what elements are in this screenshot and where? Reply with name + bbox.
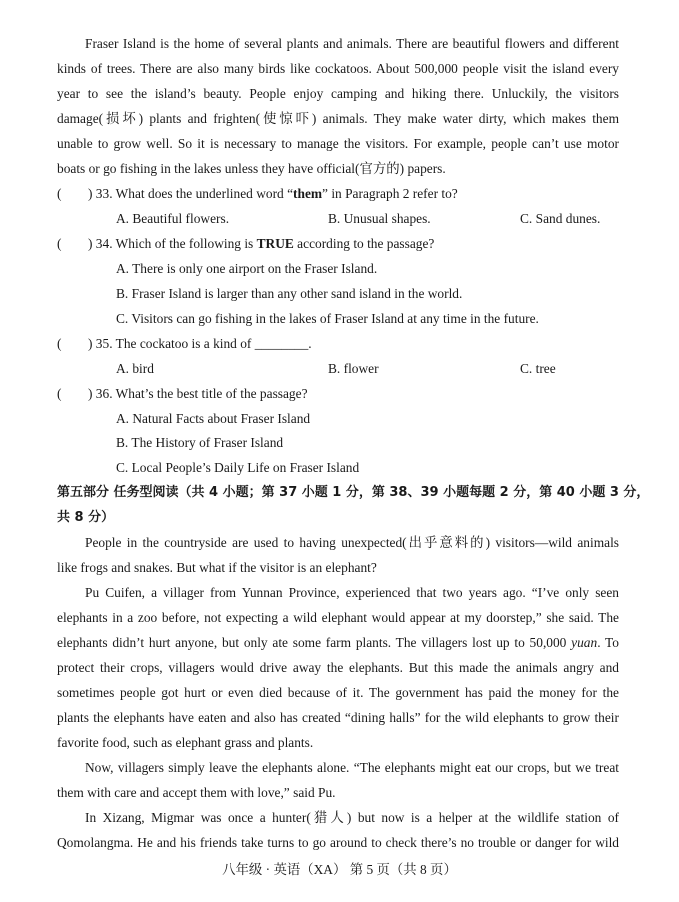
question-bold: TRUE [256,236,294,251]
passage2-line: them with care and accept them with love,” said Pu. [57,785,336,800]
question-bold: them [293,186,323,201]
passage1-line: Fraser Island is the home of several plants and animals. There are beautiful flowers and different [85,36,619,51]
passage1-line: unable to grow well. So it is necessary to manage the visitors. For example, people can’t use motor [57,136,619,151]
passage2-line: sometimes people got hurt or even died because of it. The government has paid the money for the [57,685,619,700]
option-a: A. There is only one airport on the Fraser Island. [116,261,378,276]
passage2-line: favorite food, such as elephant grass and plants. [57,735,314,750]
passage2-line: Now, villagers simply leave the elephants alone. “The elephants might eat our crops, but we treat [85,760,619,775]
passage2-line: Qomolangma. He and his friends take turns to go around to check there’s no trouble or danger for wild [57,835,619,850]
section-heading: 共 8 分） [57,510,115,525]
passage2-line: People in the countryside are used to having unexpected(出乎意料的) visitors—wild animals [85,535,619,550]
page-footer: 八年级 · 英语（XA） 第 5 页（共 8 页） [222,862,457,877]
question-text: ) 36. What’s the best title of the passage? [88,386,308,401]
question-text: ) 33. What does the underlined word “ [88,186,294,201]
passage2-line: like frogs and snakes. But what if the visitor is an elephant? [57,560,377,575]
passage1-line: kinds of trees. There are also many birds like cockatoos. About 500,000 people visit the island every [57,61,619,76]
option-b: B. The History of Fraser Island [116,435,284,450]
option-a: A. Natural Facts about Fraser Island [116,411,311,426]
option-b: B. flower [328,361,379,376]
option-c: C. Visitors can go fishing in the lakes of Fraser Island at any time in the future. [116,311,539,326]
answer-paren: ( [57,386,62,401]
question-text: ) 35. The cockatoo is a kind of [88,336,255,351]
option-c: C. Sand dunes. [520,211,601,226]
option-b: B. Fraser Island is larger than any other sand island in the world. [116,286,463,301]
option-c: C. tree [520,361,556,376]
answer-blank: ________ [254,336,309,351]
passage1-line: boats or go fishing in the lakes unless they have official(官方的) papers. [57,161,446,176]
passage2-line: In Xizang, Migmar was once a hunter(猎人) but now is a helper at the wildlife station of [85,810,619,825]
question-35 [88,336,312,352]
question-text: according to the passage? [293,236,435,251]
passage2-line: Pu Cuifen, a villager from Yunnan Province, experienced that two years ago. “I’ve only seen [85,585,619,600]
passage2-text: elephants didn’t hurt anyone, but only ate some farm plants. The villagers lost up to 50,000 [57,635,572,650]
currency-word: yuan [571,635,598,650]
answer-paren: ( [57,186,62,201]
option-a: A. bird [116,361,154,376]
answer-paren: ( [57,236,62,251]
passage1-line: damage(损坏) plants and frighten(使惊吓) animals. They make water dirty, which makes them [57,111,619,126]
question-33 [88,186,458,202]
passage2-line [57,635,619,651]
question-36 [88,386,308,402]
option-b: B. Unusual shapes. [328,211,431,226]
question-34 [88,236,434,252]
passage2-line: elephants in a zoo before, not expecting a wild elephant would appear at my doorstep,” she said. The [57,610,619,625]
passage1-line: year to see the island’s beauty. People enjoy camping and hiking there. Unluckily, the visitors [57,86,619,101]
passage2-line: protect their crops, villagers would drive away the elephants. But this made the animals angry and [57,660,619,675]
question-text: ) 34. Which of the following is [88,236,257,251]
option-a: A. Beautiful flowers. [116,211,230,226]
section-heading: 第五部分 任务型阅读（共 4 小题；第 37 小题 1 分，第 38、39 小题每题 2 分，第 40 小题 3 分， [57,485,650,500]
answer-paren: ( [57,336,62,351]
question-text: ” in Paragraph 2 refer to? [322,186,458,201]
question-text: . [308,336,312,351]
passage2-line: plants the elephants have eaten and also has created “dining halls” for the wild elephants to grow their [57,710,619,725]
passage2-text: . To [597,635,619,650]
option-c: C. Local People’s Daily Life on Fraser Island [116,460,360,475]
